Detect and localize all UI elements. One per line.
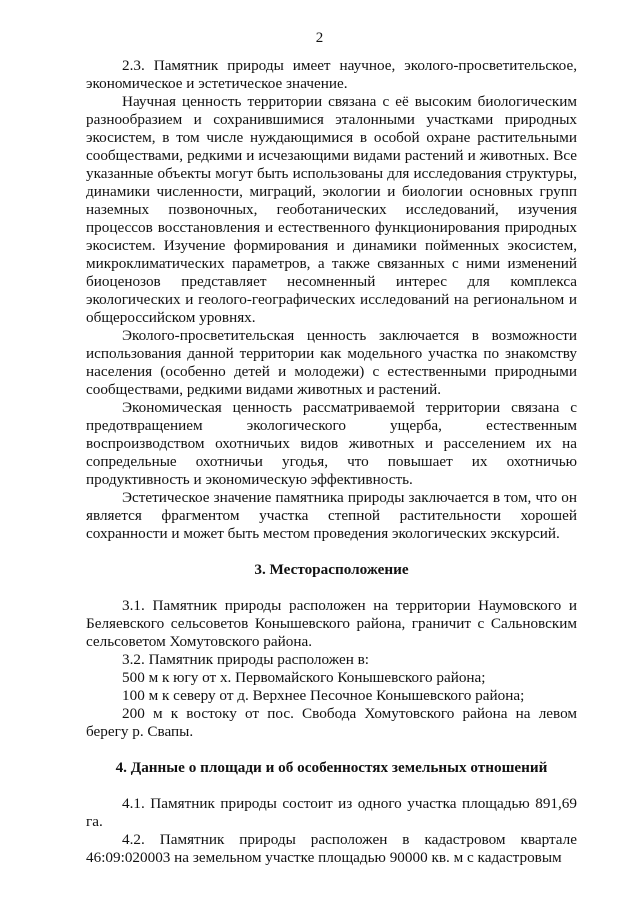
section-4-heading: 4. Данные о площади и об особенностях земельных отношений (115, 759, 548, 776)
location-item-3: 200 м к востоку от пос. Свобода Хомутовского района на левом берегу р. Свапы. (86, 705, 577, 740)
spacer (86, 741, 577, 759)
paragraph-aesthetic-value: Эстетическое значение памятника природы заключается в том, что он является фрагментом участка степной растительности хорошей сохранности и может быть местом проведения экологических экскурсий. (86, 489, 577, 542)
location-item-1: 500 м к югу от х. Первомайского Конышевского района; (122, 669, 486, 686)
location-item-2: 100 м к северу от д. Верхнее Песочное Конышевского района; (122, 687, 525, 704)
spacer (86, 579, 577, 597)
document-body (86, 57, 577, 867)
paragraph-2-3: 2.3. Памятник природы имеет научное, эколого-просветительское, экономическое и эстетическое значение. (86, 57, 577, 92)
paragraph-scientific-value: Научная ценность территории связана с её высоким биологическим разнообразием и сохранившимися эталонными участками природных экосистем, в том числе нуждающимися в особой охране растительными сообществами, редкими и исчезающими видами растений и животных. Все указанные объекты могут быть использованы для исследования структуры, динамики численности, миграций, экологии и биологии основных групп наземных позвоночных, геоботанических исследований, изучения процессов восстановления и естественного функционирования природных экосистем. Изучение формирования и динамики пойменных экосистем, микроклиматических параметров, а также связанных с ними изменений биоценозов представляет несомненный интерес для комплекса экологических и геолого-географических исследований на региональном и общероссийском уровнях. (86, 93, 577, 326)
paragraph-4-2: 4.2. Памятник природы расположен в кадастровом квартале 46:09:020003 на земельном участке площадью 90000 кв. м с кадастровым (86, 831, 577, 866)
paragraph-4-1: 4.1. Памятник природы состоит из одного участка площадью 891,69 га. (86, 795, 577, 830)
paragraph-3-1: 3.1. Памятник природы расположен на территории Наумовского и Беляевского сельсоветов Конышевского района, граничит с Сальновским сельсоветом Хомутовского района. (86, 597, 577, 650)
page-number: 2 (315, 30, 324, 46)
paragraph-educational-value: Эколого-просветительская ценность заключается в возможности использования данной территории как модельного участка по знакомству населения (особенно детей и молодежи) с естественными природными сообществами, редкими видами животных и растений. (86, 327, 577, 398)
spacer (86, 777, 577, 795)
paragraph-3-2: 3.2. Памятник природы расположен в: (122, 651, 370, 668)
section-3-heading: 3. Месторасположение (254, 561, 409, 578)
spacer (86, 543, 577, 561)
paragraph-economic-value: Экономическая ценность рассматриваемой территории связана с предотвращением экологического ущерба, естественным воспроизводством охотничьих видов животных и расселением их на сопредельные охотничьи угодья, что повышает их охотничью продуктивность и экономическую эффективность. (86, 399, 577, 488)
